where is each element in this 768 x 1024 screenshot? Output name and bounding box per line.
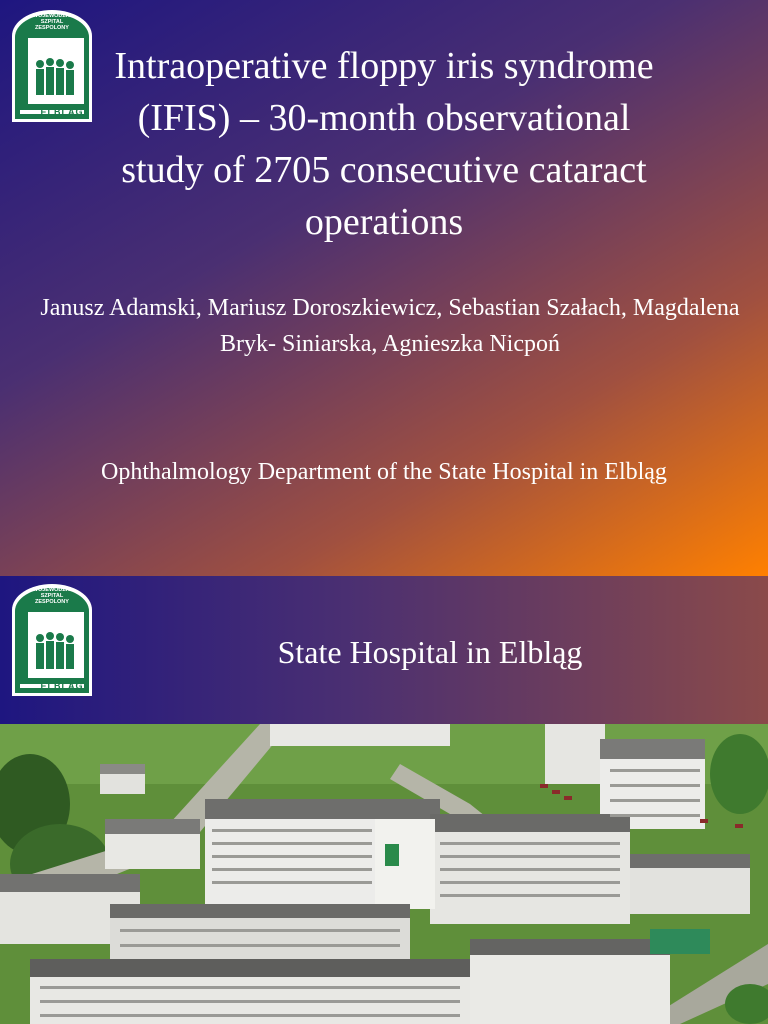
slide-title: Intraoperative floppy iris syndrome (IFIS) – 30-month observational study of 2705 consecutive cataract operations (114, 45, 654, 243)
hospital-slide (0, 576, 768, 1024)
hospital-aerial-photo (0, 724, 768, 1024)
authors: Janusz Adamski, Mariusz Doroszkiewicz, Sebastian Szałach, Magdalena Bryk- Siniarska, Agnieszka Nicpoń (40, 295, 740, 357)
affiliation: Ophthalmology Department of the State Hospital in Elbląg (101, 459, 667, 485)
hospital-logo (12, 10, 92, 122)
logo-text-line3: ZESPOLONY (35, 25, 69, 31)
slide2-title: State Hospital in Elbląg (277, 634, 583, 670)
logo-text-line1: WOJEWÓDZKI (32, 587, 72, 593)
logo-city: ELBLĄG (40, 681, 84, 691)
logo-text-line2: SZPITAL (40, 593, 64, 599)
logo-text-line2: SZPITAL (40, 19, 64, 25)
hospital-aerial-photo-graphic (0, 724, 768, 1024)
logo-text-line1: WOJEWÓDZKI (32, 13, 72, 19)
logo-text-line3: ZESPOLONY (35, 599, 69, 605)
slide2-header-band (0, 576, 768, 724)
hospital-logo (12, 584, 92, 696)
logo-city: ELBLĄG (40, 107, 84, 117)
